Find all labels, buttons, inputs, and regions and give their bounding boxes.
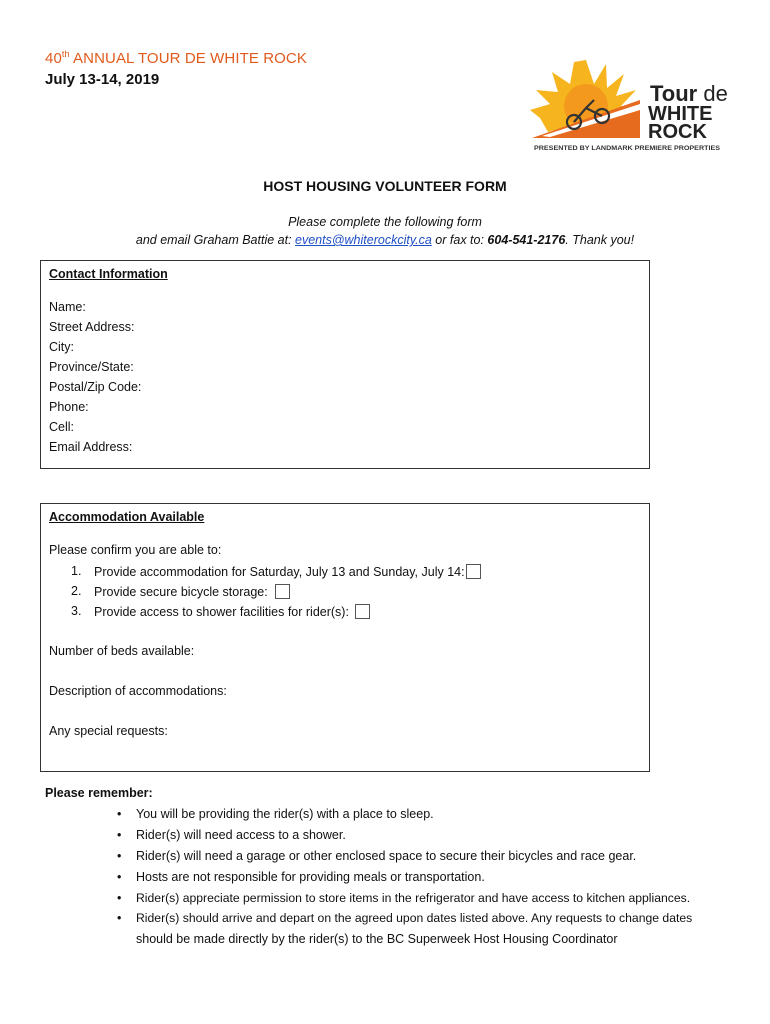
confirm-item-number: 1. (71, 564, 82, 578)
logo-rock: ROCK (648, 121, 707, 143)
cell-field[interactable]: Cell: (49, 420, 75, 434)
event-title (45, 49, 307, 67)
fax-number: 604-541-2176 (487, 233, 566, 247)
tour-de-white-rock-logo (528, 60, 728, 155)
street-address-field[interactable]: Street Address: (49, 320, 135, 334)
intro-suffix: . Thank you! (565, 233, 635, 247)
beds-available-field[interactable]: Number of beds available: (49, 644, 195, 658)
email-link[interactable]: events@whiterockcity.ca (295, 233, 432, 247)
intro-line-2 (0, 233, 770, 247)
remember-item-continuation: should be made directly by the rider(s) to the BC Superweek Host Housing Coordinator (136, 932, 618, 946)
postal-zip-field[interactable]: Postal/Zip Code: (49, 380, 142, 394)
contact-heading: Contact Information (49, 267, 168, 281)
remember-item: Rider(s) appreciate permission to store items in the refrigerator and have access to kitchen appliances. (136, 891, 691, 905)
name-field[interactable]: Name: (49, 300, 86, 314)
bullet-icon: • (117, 828, 122, 842)
event-name: ANNUAL TOUR DE WHITE ROCK (69, 50, 307, 67)
confirm-item-text: Provide access to shower facilities for rider(s): (94, 605, 349, 619)
email-address-field[interactable]: Email Address: (49, 440, 133, 454)
phone-field[interactable]: Phone: (49, 400, 89, 414)
confirm-item-text: Provide secure bicycle storage: (94, 585, 268, 599)
bullet-icon: • (117, 849, 122, 863)
confirm-item-number: 2. (71, 584, 82, 598)
confirm-item-accommodation (94, 564, 481, 579)
intro-prefix: and email Graham Battie at: (135, 233, 296, 247)
confirm-intro: Please confirm you are able to: (49, 543, 222, 557)
accommodation-heading: Accommodation Available (49, 510, 205, 524)
special-requests-field[interactable]: Any special requests: (49, 724, 168, 738)
event-date: July 13-14, 2019 (45, 71, 160, 88)
shower-access-checkbox[interactable] (355, 604, 370, 619)
form-title: HOST HOUSING VOLUNTEER FORM (263, 178, 507, 194)
bullet-icon: • (117, 911, 122, 925)
bicycle-storage-checkbox[interactable] (275, 584, 290, 599)
intro-line-1: Please complete the following form (288, 215, 482, 229)
remember-item: Hosts are not responsible for providing meals or transportation. (136, 870, 485, 884)
remember-item: Rider(s) will need a garage or other enclosed space to secure their bicycles and race gear. (136, 849, 637, 863)
remember-title: Please remember: (45, 786, 153, 800)
confirm-item-shower-access (94, 604, 370, 619)
logo-tagline: PRESENTED BY LANDMARK PREMIERE PROPERTIES (534, 145, 720, 152)
confirm-item-bicycle-storage (94, 584, 290, 599)
bullet-icon: • (117, 807, 122, 821)
event-number-suffix: th (61, 49, 70, 59)
event-number: 40 (45, 50, 62, 67)
logo-tour: Tour de (650, 81, 728, 106)
province-state-field[interactable]: Province/State: (49, 360, 134, 374)
remember-item: You will be providing the rider(s) with a place to sleep. (136, 807, 434, 821)
bullet-icon: • (117, 870, 122, 884)
city-field[interactable]: City: (49, 340, 74, 354)
accommodation-section (40, 503, 650, 772)
intro-mid: or fax to: (431, 233, 488, 247)
confirm-item-number: 3. (71, 604, 82, 618)
bullet-icon: • (117, 891, 122, 905)
description-field[interactable]: Description of accommodations: (49, 684, 227, 698)
contact-information-section (40, 260, 650, 469)
confirm-item-text: Provide accommodation for Saturday, July 13 and Sunday, July 14: (94, 565, 465, 579)
remember-item: Rider(s) should arrive and depart on the agreed upon dates listed above. Any requests to change dates (136, 911, 693, 925)
logo-white: WHITE (648, 103, 713, 125)
accommodation-checkbox[interactable] (466, 564, 481, 579)
remember-item: Rider(s) will need access to a shower. (136, 828, 346, 842)
